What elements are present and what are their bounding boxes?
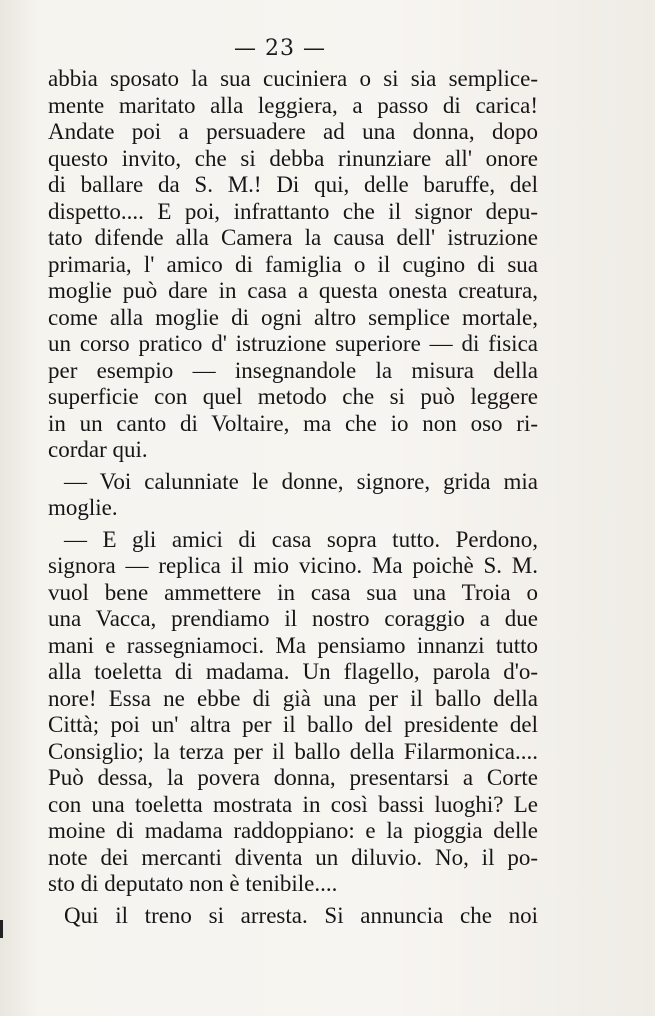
text-line: nore! Essa ne ebbe di già una per il ballo della <box>48 685 538 711</box>
text-line: Può dessa, la povera donna, presentarsi a Corte <box>48 765 538 790</box>
text-line: alla toeletta di madama. Un flagello, parola d'o- <box>48 659 538 684</box>
text-line: moine di madama raddoppiano: e la pioggia delle <box>48 818 538 843</box>
text-line: Consiglio; la terza per il ballo della Filarmonica.... <box>48 738 538 764</box>
text-line: cordar qui. <box>48 437 148 462</box>
text-line: di ballare da S. M.! Di qui, delle baruffe, del <box>48 172 538 197</box>
text-line: una Vacca, prendiamo il nostro coraggio a due <box>48 606 538 631</box>
text-line: con una toeletta mostrata in così bassi luoghi? Le <box>48 791 538 817</box>
text-line: note dei mercanti diventa un diluvio. No, il po- <box>48 844 538 870</box>
text-line: Città; poi un' altra per il ballo del presidente del <box>48 712 538 737</box>
text-line: mente maritato alla leggiera, a passo di carica! <box>48 92 538 118</box>
text-line: Andate poi a persuadere ad una donna, dopo <box>48 119 538 144</box>
text-line: questo invito, che si debba rinunziare all' onore <box>48 145 538 171</box>
text-line: per esempio — insegnandole la misura della <box>48 357 538 383</box>
text-line: tato difende alla Camera la causa dell' istruzione <box>48 225 538 250</box>
text-line: come alla moglie di ogni altro semplice mortale, <box>48 304 538 330</box>
text-line: moglie può dare in casa a questa onesta creatura, <box>48 278 538 303</box>
text-line: un corso pratico d' istruzione superiore — di fisica <box>48 331 538 356</box>
text-line: in un canto di Voltaire, ma che io non oso ri- <box>48 410 538 436</box>
page-number: — 23 — <box>234 36 326 61</box>
text-line: superficie con quel metodo che si può leggere <box>48 384 538 409</box>
text-line: mani e rassegniamoci. Ma pensiamo innanzi tutto <box>48 632 538 658</box>
body-text <box>48 66 538 929</box>
text-line: Qui il treno si arresta. Si annuncia che noi <box>64 902 538 928</box>
text-line: primaria, l' amico di famiglia o il cugino di sua <box>48 251 538 277</box>
text-line: sto di deputato non è tenibile.... <box>48 871 338 896</box>
text-line: vuol bene ammettere in casa sua una Troia o <box>48 579 538 605</box>
text-line: moglie. <box>48 495 118 520</box>
text-line: — E gli amici di casa sopra tutto. Perdono, <box>64 526 538 552</box>
binding-edge-mark <box>0 920 3 938</box>
text-line: dispetto.... E poi, infrattanto che il signor depu- <box>48 198 538 224</box>
text-line: abbia sposato la sua cuciniera o si sia semplice- <box>48 66 538 91</box>
text-line: — Voi calunniate le donne, signore, grida mia <box>64 468 538 494</box>
text-line: signora — replica il mio vicino. Ma poichè S. M. <box>48 553 538 578</box>
